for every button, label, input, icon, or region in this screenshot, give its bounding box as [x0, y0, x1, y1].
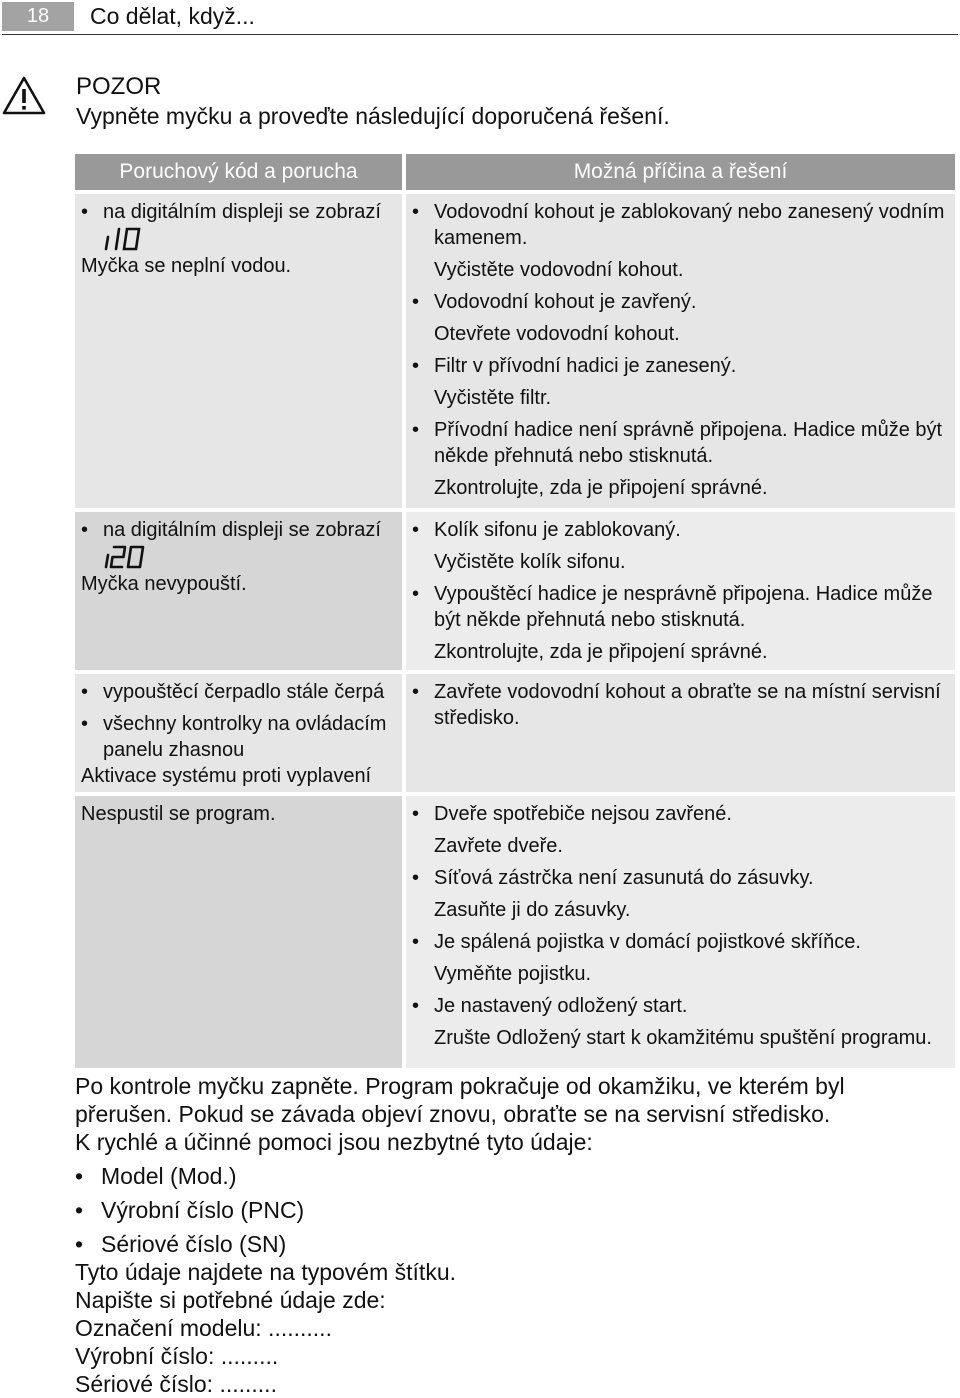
- solution-text: Zasuňte ji do zásuvky.: [434, 899, 631, 921]
- fault-note: Myčka se neplní vodou.: [81, 255, 292, 277]
- page-title: Co dělat, když...: [90, 3, 255, 29]
- solution-text: Vyčistěte vodovodní kohout.: [434, 259, 684, 281]
- cause-text: • Je spálená pojistka v domácí pojistkové skříňce.: [412, 929, 949, 955]
- page-header: [0, 0, 960, 36]
- header-divider: [2, 34, 958, 35]
- fault-cell: [75, 796, 402, 1068]
- fault-bullet: • vypouštěcí čerpadlo stále čerpá: [81, 679, 396, 705]
- cause-text: • Vodovodní kohout je zavřený.: [412, 289, 949, 315]
- after-check-section: [75, 1072, 945, 1398]
- solution-cell: [406, 194, 955, 508]
- table-row: [75, 512, 955, 670]
- solution-cell: [406, 674, 955, 792]
- solution-cell: [406, 512, 955, 670]
- cause-text: • Zavřete vodovodní kohout a obraťte se na místní servisní středisko.: [412, 679, 949, 731]
- fault-cell: [75, 512, 402, 670]
- troubleshooting-table: [75, 154, 955, 1072]
- solution-text: Zkontrolujte, zda je připojení správné.: [434, 641, 768, 663]
- cause-text: • Je nastavený odložený start.: [412, 993, 949, 1019]
- warning-title: POZOR: [76, 73, 162, 100]
- list-item: • Model (Mod.): [75, 1162, 945, 1190]
- warning-triangle-icon: [2, 76, 46, 116]
- write-details-note: Napište si potřebné údaje zde:: [75, 1287, 386, 1313]
- fault-note: Aktivace systému proti vyplavení: [81, 765, 372, 787]
- solution-text: Zkontrolujte, zda je připojení správné.: [434, 477, 768, 499]
- table-row: [75, 796, 955, 1068]
- fault-cell: [75, 194, 402, 508]
- warning-text: Vypněte myčku a proveďte následující doporučená řešení.: [76, 103, 670, 129]
- cause-text: • Přívodní hadice není správně připojena. Hadice může být někde přehnutá nebo stisknutá.: [412, 417, 949, 469]
- cause-text: • Vypouštěcí hadice je nesprávně připojena. Hadice může být někde přehnutá nebo stisknutá.: [412, 581, 949, 633]
- solution-text: Vyčistěte filtr.: [434, 387, 552, 409]
- table-row: [75, 194, 955, 508]
- solution-cell: [406, 796, 955, 1068]
- solution-text: Vyčistěte kolík sifonu.: [434, 551, 626, 573]
- cause-text: • Kolík sifonu je zablokovaný.: [412, 517, 949, 543]
- fault-bullet: • na digitálním displeji se zobrazí: [81, 517, 396, 543]
- cause-text: • Filtr v přívodní hadici je zanesený.: [412, 353, 949, 379]
- fault-bullet: • všechny kontrolky na ovládacím panelu zhasnou: [81, 711, 396, 763]
- table-row: [75, 674, 955, 792]
- serial-field: Sériové číslo: .........: [75, 1371, 277, 1397]
- list-item: • Výrobní číslo (PNC): [75, 1196, 945, 1224]
- pnc-field: Výrobní číslo: .........: [75, 1343, 279, 1369]
- cause-text: • Síťová zástrčka není zasunutá do zásuvky.: [412, 865, 949, 891]
- model-field: Označení modelu: ..........: [75, 1315, 332, 1341]
- solution-text: Vyměňte pojistku.: [434, 963, 592, 985]
- fault-note: Myčka nevypouští.: [81, 573, 247, 595]
- rating-plate-note: Tyto údaje najdete na typovém štítku.: [75, 1259, 457, 1285]
- error-code-display: [81, 543, 396, 571]
- error-code-i10-icon: [103, 225, 151, 253]
- info-needed-paragraph: K rychlé a účinné pomoci jsou nezbytné tyto údaje:: [75, 1129, 593, 1155]
- solution-text: Zavřete dveře.: [434, 835, 563, 857]
- error-code-i20-icon: [103, 543, 151, 571]
- list-item: • Sériové číslo (SN): [75, 1230, 945, 1258]
- column-header-solution: Možná příčina a řešení: [406, 154, 955, 190]
- solution-text: Otevřete vodovodní kohout.: [434, 323, 680, 345]
- page-number: 18: [2, 2, 74, 31]
- fault-cell: [75, 674, 402, 792]
- table-header: [75, 154, 955, 190]
- solution-text: Zrušte Odložený start k okamžitému spuštění programu.: [434, 1027, 932, 1049]
- cause-text: • Dveře spotřebiče nejsou zavřené.: [412, 801, 949, 827]
- fault-note: Nespustil se program.: [81, 803, 276, 825]
- restart-paragraph: Po kontrole myčku zapněte. Program pokračuje od okamžiku, ve kterém byl přerušen. Pokud se závada objeví znovu, obraťte se na servisní středisko.: [75, 1073, 845, 1127]
- error-code-display: [81, 225, 396, 253]
- fault-bullet: • na digitálním displeji se zobrazí: [81, 199, 396, 225]
- cause-text: • Vodovodní kohout je zablokovaný nebo zanesený vodním kamenem.: [412, 199, 949, 251]
- column-header-fault: Poruchový kód a porucha: [75, 154, 402, 190]
